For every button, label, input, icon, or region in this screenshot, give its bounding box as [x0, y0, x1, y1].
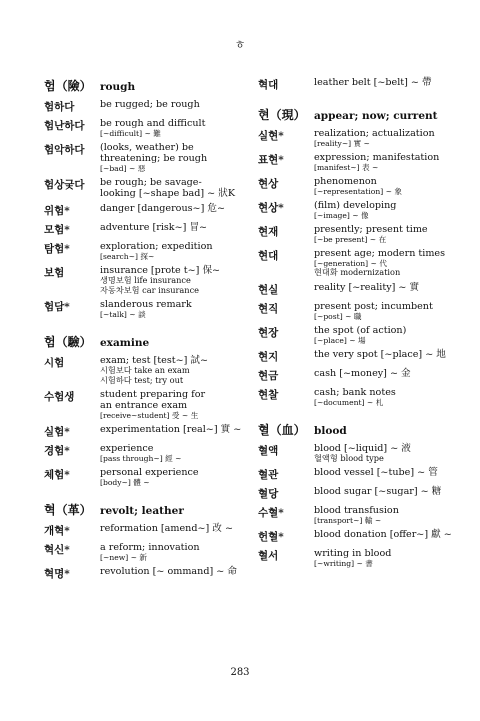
dictionary-entry: [258, 349, 454, 364]
entry-word: 혁신*: [44, 544, 70, 556]
etymology-note: [~talk] ~ 談: [100, 310, 146, 319]
section-gloss: appear; now; current: [314, 110, 438, 122]
definition-line: experimentation [real~] 實 ~: [100, 424, 242, 435]
entry-word: 현지: [258, 350, 279, 363]
dictionary-entry: [258, 368, 454, 383]
entry-definition: [100, 467, 242, 487]
entry-word: 혈서: [258, 550, 279, 562]
definition-line: insurance [prote t~] 保~: [100, 265, 221, 276]
entry-definition: [314, 128, 454, 148]
section-heading: [44, 333, 242, 350]
dictionary-entry: [44, 142, 242, 173]
definition-line: adventure [risk~] 冒~: [100, 222, 208, 233]
definition-line: threatening; be rough: [100, 153, 208, 164]
entry-definition: [314, 282, 454, 297]
entry-definition: [100, 424, 242, 439]
entry-definition: [314, 224, 454, 244]
definition-line: revolution [~ ommand] ~ 命: [100, 566, 237, 577]
definition-line: present post; incumbent: [314, 300, 433, 312]
dictionary-entry: [258, 176, 454, 196]
entry-word: 험상궂다: [44, 179, 85, 191]
definition-line: slanderous remark: [100, 299, 192, 310]
entry-definition: [314, 77, 454, 92]
etymology-note: [~image] ~ 像: [314, 211, 369, 220]
etymology-note: [pass through~] 經 ~: [100, 454, 182, 463]
dictionary-entry: [258, 200, 454, 220]
dictionary-entry: [44, 118, 242, 138]
entry-definition: [100, 241, 242, 261]
definition-line: the spot (of action): [314, 324, 407, 336]
entry-word: 혁대: [258, 79, 279, 91]
definition-line: blood transfusion: [314, 505, 399, 516]
definition-line: student preparing for: [100, 389, 206, 400]
dictionary-section: [44, 501, 242, 581]
dictionary-entry: [258, 486, 454, 501]
entry-definition: [100, 265, 242, 295]
dictionary-entry: [44, 99, 242, 114]
entry-word: 혁명*: [44, 568, 70, 580]
etymology-note: [manifest~] 表 ~: [314, 163, 379, 172]
entry-word: 헌혈*: [258, 531, 284, 543]
definition-line: personal experience: [100, 467, 199, 478]
dictionary-entry: [258, 529, 454, 544]
entry-definition: [314, 505, 454, 525]
etymology-note: [~generation] ~ 代: [314, 259, 387, 268]
etymology-note: [~be present] ~ 在: [314, 235, 387, 244]
definition-line: present age; modern times: [314, 248, 446, 259]
entry-word: 현금: [258, 369, 279, 382]
etymology-note: [~representation] ~ 象: [314, 187, 402, 196]
etymology-note: [~writing] ~ 書: [314, 559, 373, 568]
definition-line: an entrance exam: [100, 400, 188, 411]
section-heading: [258, 421, 454, 438]
definition-line: the very spot [~place] ~ 地: [314, 348, 446, 360]
page-number: 283: [230, 667, 250, 678]
entry-definition: [100, 299, 242, 319]
entry-word: 실현*: [258, 130, 284, 142]
entry-word: 시험: [44, 357, 65, 369]
etymology-note: [reality~] 實 ~: [314, 139, 370, 148]
section-heading: [44, 501, 242, 518]
definition-line: phenomenon: [314, 176, 377, 187]
entry-definition: [314, 325, 454, 345]
dictionary-entry: [258, 443, 454, 464]
definition-line: be rugged; be rough: [100, 99, 200, 110]
dictionary-entry: [44, 265, 242, 295]
etymology-note: [~document] ~ 札: [314, 397, 384, 407]
entry-definition: [314, 301, 454, 321]
definition-line: blood vessel [~tube] ~ 管: [314, 467, 438, 478]
entry-word: 험난하다: [44, 120, 85, 132]
entry-definition: [100, 118, 242, 138]
dictionary-section: [44, 77, 242, 319]
right-column: [258, 77, 454, 582]
entry-definition: [100, 142, 242, 173]
definition-line: danger [dangerous~] 危~: [100, 203, 226, 214]
section-headword: 험（驗）: [44, 335, 92, 349]
dictionary-entry: [258, 282, 454, 297]
etymology-note: [transport~] 輸 ~: [314, 516, 382, 525]
definition-line: reality [~reality] ~ 實: [314, 281, 420, 293]
definition-line: blood [~liquid] ~ 液: [314, 442, 411, 454]
dictionary-entry: [258, 224, 454, 244]
dictionary-entry: [44, 542, 242, 562]
definition-line: blood donation [offer~] 獻 ~: [314, 529, 452, 540]
derived-term: 자동차보험 car insurance: [100, 284, 199, 295]
entry-definition: [314, 443, 454, 464]
page-header: ㅎ: [234, 38, 246, 51]
entry-word: 개혁*: [44, 525, 70, 537]
definition-line: presently; present time: [314, 224, 428, 235]
definition-line: looking [~shape bad] ~ 狀K: [100, 188, 235, 199]
etymology-note: [~post] ~ 職: [314, 311, 362, 321]
entry-definition: [100, 203, 242, 218]
entry-definition: [100, 542, 242, 562]
entry-definition: [314, 152, 454, 172]
dictionary-section: [44, 333, 242, 487]
section-gloss: revolt; leather: [100, 505, 184, 517]
dictionary-entry: [258, 77, 454, 92]
entry-word: 험악하다: [44, 144, 85, 156]
section-headword: 현（現）: [258, 108, 306, 122]
dictionary-entry: [258, 505, 454, 525]
entry-definition: [100, 389, 242, 420]
dictionary-entry: [44, 389, 242, 420]
section-headword: 혈（血）: [258, 422, 306, 437]
entry-word: 현재: [258, 226, 279, 238]
etymology-note: [~bad] ~ 惡: [100, 164, 146, 173]
definition-line: (film) developing: [314, 200, 397, 211]
dictionary-entry: [258, 301, 454, 321]
dictionary-entry: [258, 325, 454, 345]
derived-term: 혈액형 blood type: [314, 452, 384, 463]
dictionary-entry: [258, 128, 454, 148]
dictionary-entry: [44, 355, 242, 385]
entry-definition: [314, 467, 454, 482]
dictionary-entry: [44, 177, 242, 199]
derived-term: 생명보험 life insurance: [100, 275, 191, 285]
dictionary-entry: [44, 424, 242, 439]
entry-word: 현찰: [258, 388, 279, 401]
entry-word: 혈액: [258, 444, 279, 457]
definition-line: reformation [amend~] 改 ~: [100, 523, 233, 534]
definition-line: cash; bank notes: [314, 386, 396, 398]
entry-word: 실험*: [44, 426, 70, 438]
entry-word: 현실: [258, 283, 279, 296]
entry-definition: [314, 200, 454, 220]
definition-line: leather belt [~belt] ~ 帶: [314, 77, 432, 88]
etymology-note: [receive~student] 受 ~ 生: [100, 411, 199, 420]
entry-definition: [314, 248, 454, 278]
entry-definition: [100, 222, 242, 237]
dictionary-section: [258, 77, 454, 92]
dictionary-section: [258, 106, 454, 407]
entry-definition: [100, 566, 242, 581]
definition-line: experience: [100, 443, 154, 454]
entry-word: 혈당: [258, 488, 279, 500]
entry-word: 위험*: [44, 205, 70, 217]
etymology-note: [search~] 探~: [100, 252, 155, 261]
entry-definition: [100, 443, 242, 463]
entry-definition: [100, 523, 242, 538]
dictionary-entry: [44, 467, 242, 487]
dictionary-entry: [44, 443, 242, 463]
definition-line: exploration; expedition: [100, 241, 213, 252]
entry-definition: [314, 176, 454, 196]
entry-word: 현상*: [258, 202, 284, 214]
section-headword: 혁（革）: [44, 503, 92, 517]
entry-word: 표현*: [258, 154, 284, 166]
dictionary-entry: [258, 548, 454, 568]
entry-word: 현상: [258, 178, 279, 190]
section-gloss: blood: [314, 424, 347, 437]
dictionary-section: [258, 421, 454, 569]
dictionary-entry: [258, 467, 454, 482]
entry-word: 수험생: [44, 391, 75, 403]
dictionary-entry: [44, 203, 242, 218]
definition-line: be rough; be savage-: [100, 177, 202, 188]
entry-definition: [314, 368, 454, 383]
section-headword: 험（險）: [44, 79, 92, 93]
definition-line: cash [~money] ~ 金: [314, 367, 411, 379]
definition-line: writing in blood: [314, 548, 392, 559]
entry-word: 험담*: [44, 301, 70, 313]
entry-word: 경험*: [44, 445, 70, 457]
etymology-note: [~place] ~ 場: [314, 335, 366, 345]
entry-word: 현장: [258, 326, 279, 339]
entry-word: 모험*: [44, 224, 70, 236]
entry-word: 혈관: [258, 469, 279, 481]
entry-word: 보험: [44, 267, 65, 279]
entry-word: 현직: [258, 302, 279, 315]
dictionary-entry: [44, 566, 242, 581]
derived-term: 현대화 modernization: [314, 267, 401, 277]
definition-line: be rough and difficult: [100, 118, 206, 129]
dictionary-entry: [44, 222, 242, 237]
entry-definition: [314, 349, 454, 364]
definition-line: blood sugar [~sugar] ~ 糖: [314, 486, 442, 497]
etymology-note: [~new] ~ 新: [100, 553, 147, 562]
dictionary-entry: [44, 241, 242, 261]
etymology-note: [body~] 體 ~: [100, 478, 150, 487]
dictionary-entry: [44, 523, 242, 538]
entry-definition: [100, 99, 242, 114]
section-heading: [258, 106, 454, 123]
entry-definition: [100, 355, 242, 385]
entry-definition: [100, 177, 242, 199]
entry-definition: [314, 548, 454, 568]
definition-line: realization; actualization: [314, 128, 435, 139]
entry-definition: [314, 387, 454, 407]
entry-word: 탐험*: [44, 243, 70, 255]
dictionary-entry: [258, 387, 454, 407]
entry-word: 현대: [258, 250, 279, 262]
derived-term: 시험보다 take an exam: [100, 365, 190, 375]
dictionary-entry: [258, 152, 454, 172]
etymology-note: [~difficult] ~ 難: [100, 129, 161, 138]
section-heading: [44, 77, 242, 94]
definition-line: a reform; innovation: [100, 542, 200, 553]
dictionary-entry: [44, 299, 242, 319]
entry-definition: [314, 486, 454, 501]
entry-definition: [314, 529, 454, 544]
entry-word: 험하다: [44, 101, 75, 113]
section-gloss: examine: [100, 337, 150, 349]
derived-term: 시험하다 test; try out: [100, 374, 184, 385]
entry-word: 체험*: [44, 469, 70, 481]
left-column: [44, 77, 242, 595]
section-gloss: rough: [100, 81, 136, 93]
definition-line: exam; test [test~] 試~: [100, 355, 209, 366]
definition-line: (looks, weather) be: [100, 142, 194, 153]
entry-word: 수혈*: [258, 507, 284, 519]
definition-line: expression; manifestation: [314, 152, 440, 163]
dictionary-entry: [258, 248, 454, 278]
